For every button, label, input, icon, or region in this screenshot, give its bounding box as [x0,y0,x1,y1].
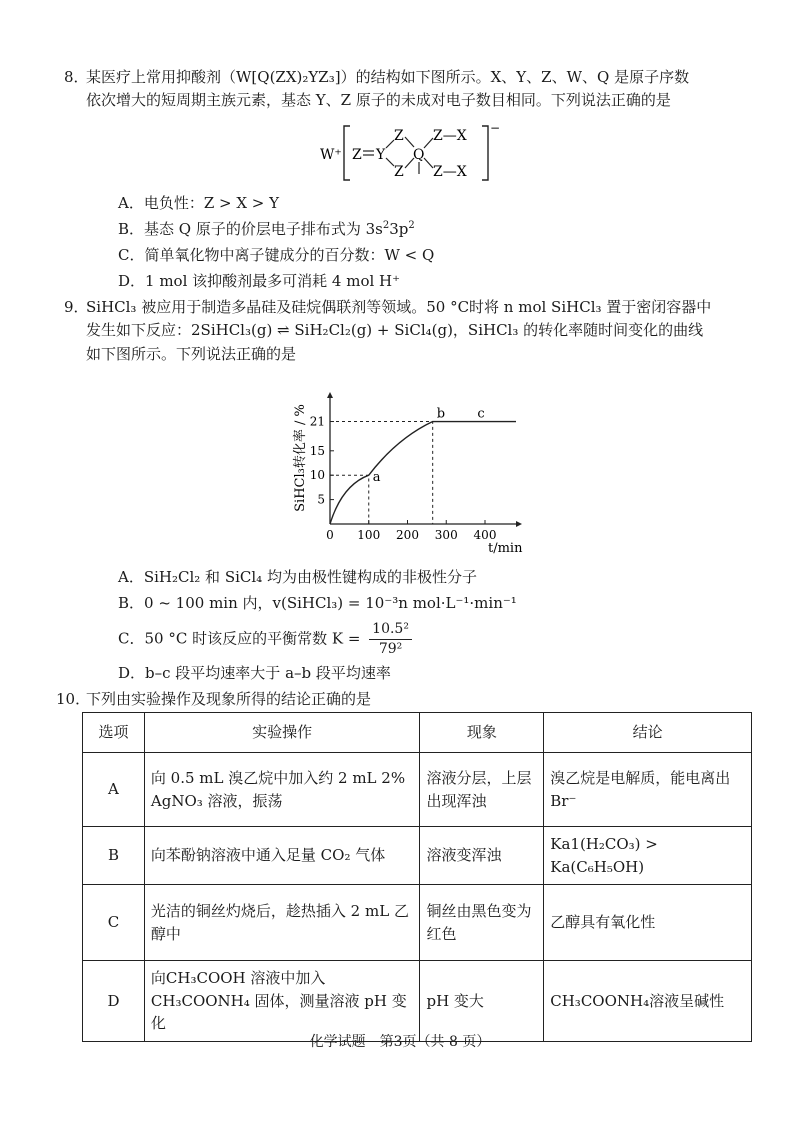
q9-option-b: B．0 ~ 100 min 内，v(SiHCl₃) = 10⁻³n mol·L⁻¹·min⁻¹ [118,594,517,612]
series-line-conversion [330,422,516,524]
question-8-line-2: 依次增大的短周期主族元素，基态 Y、Z 原子的未成对电子数目相同。下列说法正确的是 [86,91,671,110]
question-8 [64,66,736,113]
x-tick-label: 200 [396,528,419,542]
q8-option-b-text: B．基态 Q 原子的价层电子排布式为 3s [118,220,383,238]
q8-option-b-mid: 3p [389,220,409,238]
x-tick-label: 100 [357,528,381,542]
row-b-option: B [83,827,145,885]
chart-svg [288,392,524,560]
structure-svg [320,120,500,186]
right-bracket [482,126,488,180]
structure-z-up: Z [394,128,404,144]
header-conclusion: 结论 [544,713,752,753]
q8-option-b-exp1: 2 [382,220,390,231]
question-10-stem: 下列由实验操作及现象所得的结论正确的是 [86,690,372,708]
row-d-option: D [83,961,145,1042]
fraction-numerator: 10.5² [369,620,412,640]
row-c-phenomenon: 铜丝由黑色变为红色 [420,885,544,961]
q8-option-a: A．电负性：Z > X > Y [118,194,280,212]
header-operation: 实验操作 [144,713,420,753]
structure-w-plus: W⁺ [320,147,342,163]
question-10-number: 10． [56,690,91,708]
point-label-c: c [477,406,485,422]
row-d-conclusion: CH₃COONH₄溶液呈碱性 [544,961,752,1042]
bond-q-zx-bottom [424,158,433,168]
q9-option-c [118,620,412,659]
x-tick-label: 0 [326,528,334,542]
header-option: 选项 [83,713,145,753]
row-b-conclusion: Ka1(H₂CO₃) > Ka(C₆H₅OH) [544,827,752,885]
bond-y-zdown [386,158,394,166]
structure-z-down: Z [394,164,404,180]
row-d-operation: 向CH₃COOH 溶液中加入 CH₃COONH₄ 固体，测量溶液 pH 变化 [144,961,420,1042]
point-label-a: a [372,470,381,486]
header-phenomenon: 现象 [420,713,544,753]
question-9-number: 9． [64,298,89,316]
row-a-phenomenon: 溶液分层，上层出现浑浊 [420,753,544,827]
chart-y-label: SiHCl₃转化率 / % [293,404,308,512]
bond-y-zup [386,140,394,148]
structure-zx-top: Z—X [433,128,467,144]
bond-zup-q [405,137,414,147]
structure-q: Q [413,147,425,163]
question-10 [56,688,736,711]
row-c-operation: 光洁的铜丝灼烧后，趁热插入 2 mL 乙醇中 [144,885,420,961]
question-9-line-1: SiHCl₃ 被应用于制造多晶硅及硅烷偶联剂等领域。50 °C时将 n mol SiHCl₃ 置于密闭容器中 [86,298,712,316]
experiment-table [82,712,752,1042]
row-c-option: C [83,885,145,961]
question-9 [64,296,736,366]
table-row [83,753,752,827]
row-a-operation: 向 0.5 mL 溴乙烷中加入约 2 mL 2% AgNO₃ 溶液，振荡 [144,753,420,827]
question-8-number: 8． [64,68,89,86]
fraction-denominator: 79² [378,640,403,657]
row-d-phenomenon: pH 变大 [420,961,544,1042]
conversion-chart [288,392,524,560]
chart-x-label: t/min [488,541,523,556]
table-row [83,961,752,1042]
q8-option-c: C．简单氧化物中离子键成分的百分数：W < Q [118,246,435,264]
table-row [83,885,752,961]
guide-b [330,422,433,524]
x-axis-arrow [516,521,522,527]
question-9-line-2: 发生如下反应：2SiHCl₃(g) ⇌ SiH₂Cl₂(g) + SiCl₄(g)，SiHCl₃ 的转化率随时间变化的曲线 [86,321,704,340]
row-c-conclusion: 乙醇具有氧化性 [544,885,752,961]
q9-option-a: A．SiH₂Cl₂ 和 SiCl₄ 均为由极性键构成的非极性分子 [118,568,477,586]
y-axis-arrow [327,392,333,398]
y-tick-label: 10 [309,468,325,483]
point-label-b: b [436,406,446,422]
row-b-operation: 向苯酚钠溶液中通入足量 CO₂ 气体 [144,827,420,885]
q9-option-c-fraction [369,620,412,659]
structure-z-double: Z [352,147,362,163]
bond-q-zx-top [424,138,433,148]
row-a-option: A [83,753,145,827]
q9-option-c-text: C．50 °C 时该反应的平衡常数 K = [118,629,361,648]
structure-zx-bottom: Z—X [433,164,467,180]
guide-a [330,475,369,524]
structure-y: Y [376,147,386,163]
table-header-row [83,713,752,753]
question-8-line-1: 某医疗上常用抑酸剂（W[Q(ZX)₂YZ₃]）的结构如下图所示。X、Y、Z、W、Q 是原子序数 [86,68,690,86]
question-9-line-3: 如下图所示。下列说法正确的是 [86,344,297,363]
x-tick-label: 400 [473,528,497,542]
y-tick-label: 21 [309,414,325,429]
table-row [83,827,752,885]
q8-option-b-exp2: 2 [408,220,415,231]
y-tick-label: 5 [317,492,325,507]
row-a-conclusion: 溴乙烷是电解质，能电离出 Br⁻ [544,753,752,827]
structure-charge: − [490,121,500,135]
x-tick-label: 300 [434,528,458,542]
y-tick-label: 15 [309,443,325,458]
q8-option-b [118,218,415,241]
page-footer: 化学试题 第3页（共 8 页） [309,1034,491,1050]
q8-option-d: D．1 mol 该抑酸剂最多可消耗 4 mol H⁺ [118,272,401,290]
structure-formula [320,120,500,186]
q9-option-d: D．b–c 段平均速率大于 a–b 段平均速率 [118,664,391,682]
left-bracket [344,126,350,180]
row-b-phenomenon: 溶液变浑浊 [420,827,544,885]
